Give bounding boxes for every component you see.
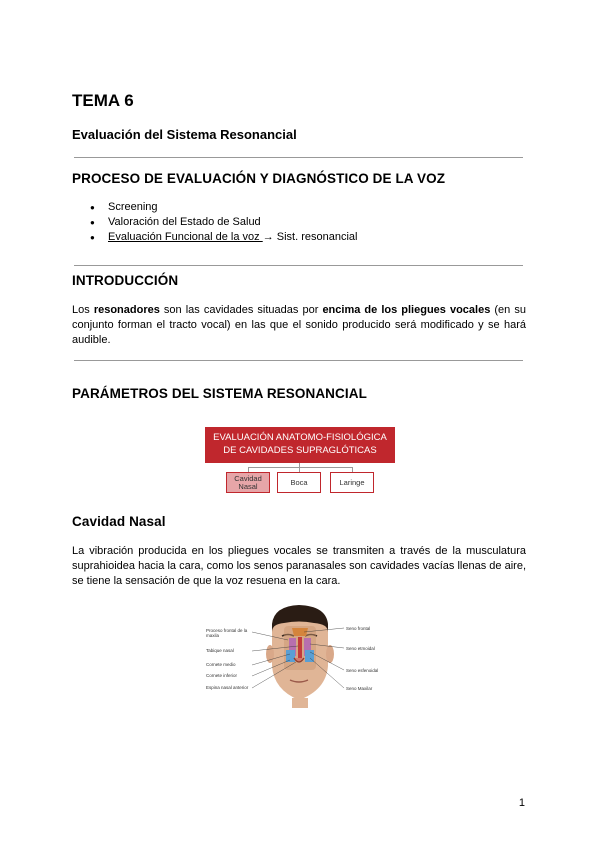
document-subtitle: Evaluación del Sistema Resonancial: [72, 127, 297, 142]
face-illustration: [204, 604, 394, 708]
divider: [74, 157, 523, 158]
page-number: 1: [518, 797, 525, 809]
label-seno-frontal: Seno frontal: [346, 626, 371, 631]
intro-paragraph: Los resonadores son las cavidades situadas por encima de los pliegues vocales (en su conjunto forman el tracto vocal) en las que el sonido producido será modificado y se hará audible.: [72, 304, 526, 346]
divider: [74, 265, 523, 266]
diagram-root-box: EVALUACIÓN ANATOMO-FISIOLÓGICA DE CAVIDADES SUPRAGLÓTICAS: [205, 427, 395, 463]
label-tabique-nasal: Tabique nasal: [206, 648, 234, 653]
bullet-list: [72, 200, 357, 245]
diagram-leaf-boca: Boca: [277, 472, 321, 493]
section-heading-parametros: PARÁMETROS DEL SISTEMA RESONANCIAL: [72, 386, 367, 401]
section-heading-proceso: PROCESO DE EVALUACIÓN Y DIAGNÓSTICO DE LA VOZ: [72, 171, 446, 186]
label-proceso-frontal: Proceso frontal de la maxila: [206, 628, 248, 638]
list-item: ● Screening: [72, 200, 357, 215]
bullet-rest-text: → Sist. resonancial: [262, 231, 358, 243]
connector-line: [248, 467, 352, 468]
label-seno-etmoidal: Seno etmoidal: [346, 646, 375, 651]
evaluation-diagram: [205, 427, 395, 495]
label-cornete-inferior: Cornete inferior: [206, 673, 238, 678]
cavidad-nasal-paragraph: La vibración producida en los pliegues vocales se transmiten a través de la musculatura suprahioidea hacia la cara, como los senos paranasales son cavidades vacías llenas de aire, se tiene la sensación de que la voz resuena en la cara.: [72, 545, 526, 587]
diagram-leaf-laringe: Laringe: [330, 472, 374, 493]
list-item: [72, 230, 357, 245]
label-seno-esfenoidal: Seno esfenoidal: [346, 668, 379, 673]
diagram-leaf-cavidad-nasal: Cavidad Nasal: [226, 472, 270, 493]
divider: [74, 360, 523, 361]
label-cornete-medio: Cornete medio: [206, 662, 236, 667]
page-title: TEMA 6: [72, 91, 134, 110]
evaluacion-funcional-link[interactable]: Evaluación Funcional de la voz: [108, 231, 263, 243]
subsection-heading-cavidad-nasal: Cavidad Nasal: [72, 514, 166, 529]
label-seno-maxilar: Seno Maxilar: [346, 686, 373, 691]
nasal-anatomy-figure: [204, 604, 394, 708]
section-heading-introduccion: INTRODUCCIÓN: [72, 273, 179, 288]
label-espina-nasal: Espina nasal anterior: [206, 685, 249, 690]
list-item: ● Valoración del Estado de Salud: [72, 215, 357, 230]
